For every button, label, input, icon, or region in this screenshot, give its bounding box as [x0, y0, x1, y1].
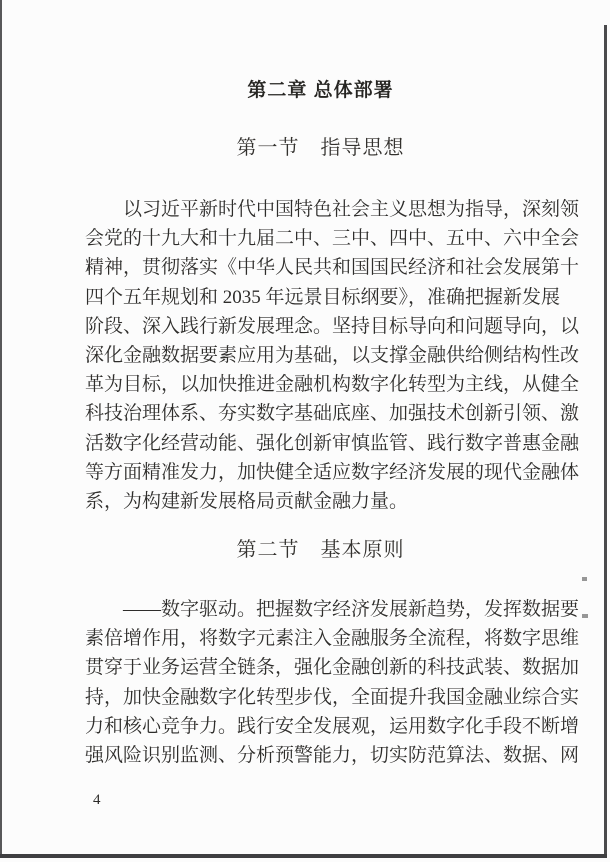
scan-speck — [582, 614, 588, 618]
text-line: 以习近平新时代中国特色社会主义思想为指导，深刻领 — [85, 199, 580, 220]
paragraph-basic-principles — [85, 595, 580, 770]
text-line: 活数字化经营动能、强化创新审慎监管、践行数字普惠金融 — [85, 432, 580, 454]
text-line: 素倍增作用，将数字元素注入金融服务全流程，将数字思维 — [85, 628, 580, 650]
text-line: 阶段、深入践行新发展理念。坚持目标导向和问题导向，以 — [85, 315, 580, 337]
scan-speck — [582, 577, 587, 581]
text-line: 革为目标，以加快推进金融机构数字化转型为主线，从健全 — [85, 374, 580, 396]
text-line: 会党的十九大和十九届二中、三中、四中、五中、六中全会 — [85, 228, 580, 250]
text-line: 持，加快金融数字化转型步伐，全面提升我国金融业综合实 — [85, 686, 580, 708]
text-line: 强风险识别监测、分析预警能力，切实防范算法、数据、网 — [85, 745, 580, 767]
text-line: 科技治理体系、夯实数字基础底座、加强技术创新引领、激 — [85, 403, 580, 425]
scan-border-left — [0, 0, 2, 858]
section-heading-2: 第二节 基本原则 — [236, 539, 405, 561]
text-line: ——数字驱动。把握数字经济发展新趋势，发挥数据要 — [85, 599, 580, 620]
chapter-heading: 第二章 总体部署 — [247, 80, 394, 101]
paragraph-guiding-ideology — [85, 195, 580, 516]
section-heading-1: 第一节 指导思想 — [236, 137, 405, 159]
scan-border-right — [604, 25, 607, 858]
page-number: 4 — [93, 792, 101, 808]
text-line: 等方面精准发力，加快健全适应数字经济发展的现代金融体 — [85, 461, 580, 483]
text-line: 四个五年规划和 2035 年远景目标纲要》，准确把握新发展 — [85, 286, 561, 308]
text-line: 系，为构建新发展格局贡献金融力量。 — [85, 491, 409, 513]
text-line: 深化金融数据要素应用为基础，以支撑金融供给侧结构性改 — [85, 345, 580, 367]
scan-border-bottom — [0, 854, 607, 858]
text-line: 力和核心竞争力。践行安全发展观，运用数字化手段不断增 — [85, 715, 580, 737]
text-line: 精神，贯彻落实《中华人民共和国国民经济和社会发展第十 — [85, 257, 580, 279]
text-line: 贯穿于业务运营全链条，强化金融创新的科技武装、数据加 — [85, 657, 580, 679]
